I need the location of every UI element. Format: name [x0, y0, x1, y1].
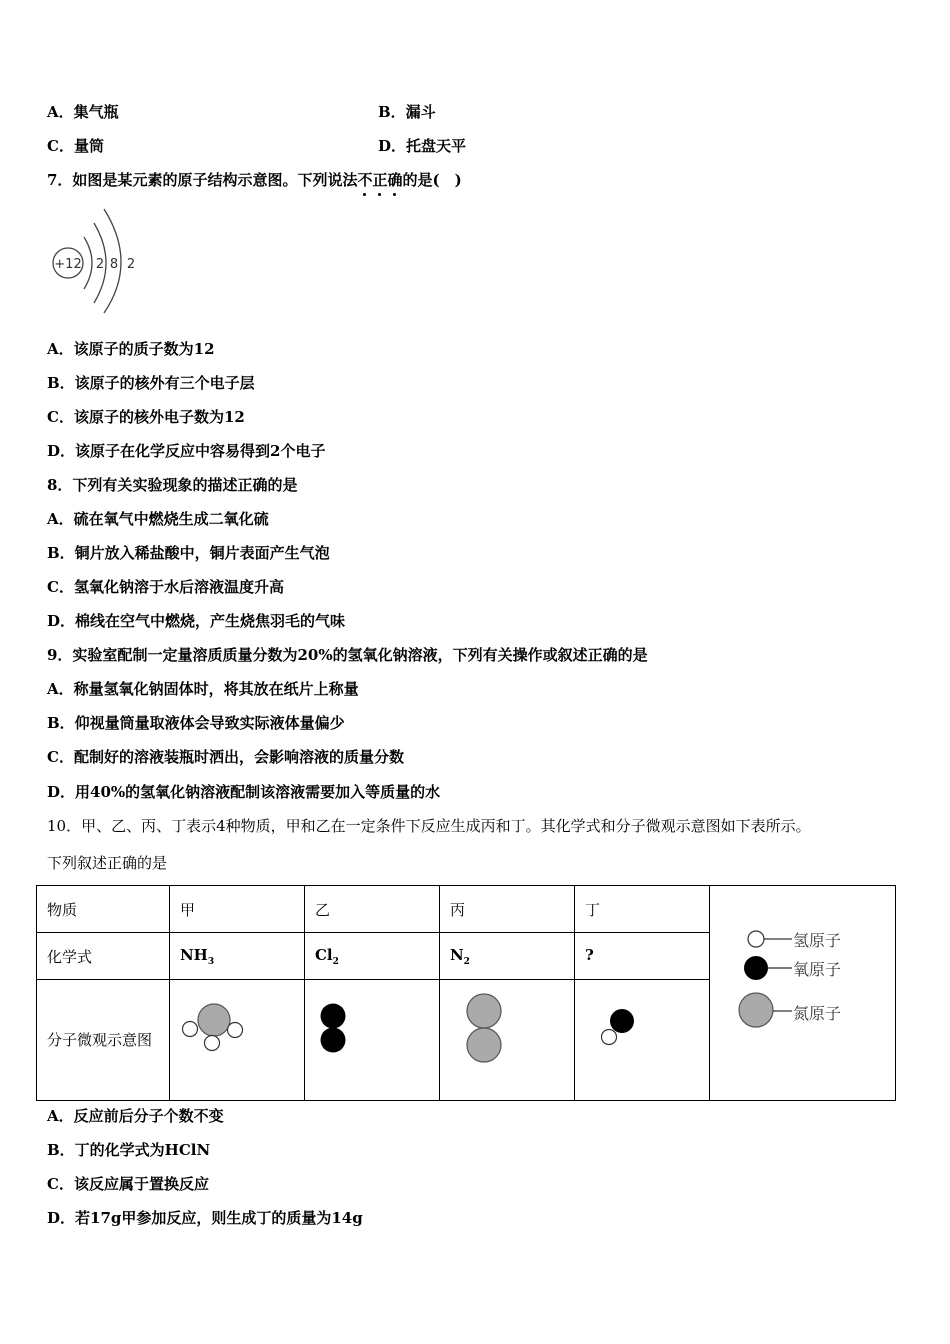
q8-option-b: B．铜片放入稀盐酸中，铜片表面产生气泡 — [47, 544, 330, 562]
legend-hydrogen-label: 氢原子 — [792, 931, 841, 950]
substance-ding: 丁 — [574, 886, 709, 933]
q7-option-d: D．该原子在化学反应中容易得到2个电子 — [47, 442, 326, 460]
q10-stem-line2: 下列叙述正确的是 — [47, 854, 168, 872]
q9-stem: 9．实验室配制一定量溶质质量分数为20%的氢氧化钠溶液，下列有关操作或叙述正确的是 — [47, 646, 648, 664]
q10-stem-line1: 10．甲、乙、丙、丁表示4种物质，甲和乙在一定条件下反应生成丙和丁。其化学式和分子微观示意图如下表所示。 — [47, 817, 811, 835]
formula-jia: $NH_3$ — [169, 933, 304, 980]
shell-1-electrons: 2 — [95, 257, 105, 272]
shell-3-electrons: 2 — [126, 257, 136, 272]
q10-option-b: B．丁的化学式为HClN — [47, 1141, 211, 1159]
shell-2-electrons: 8 — [109, 257, 119, 272]
q10-option-a: A．反应前后分子个数不变 — [47, 1107, 224, 1125]
table-row-substance — [37, 886, 896, 933]
legend-nitrogen-label: 氮原子 — [792, 1004, 841, 1023]
molecule-ding — [574, 980, 709, 1101]
q9-option-b: B．仰视量筒量取液体会导致实际液体量偏少 — [47, 714, 345, 732]
q7-emph-1: 不 — [357, 171, 373, 189]
q8-option-c: C．氢氧化钠溶于水后溶液温度升高 — [47, 578, 284, 596]
formula-bing: $N_2$ — [439, 933, 574, 980]
hydrogen-atom-icon — [748, 931, 764, 947]
q7-option-c: C．该原子的核外电子数为12 — [47, 408, 245, 426]
legend-oxygen-label: 氧原子 — [792, 960, 841, 979]
q8-stem: 8．下列有关实验现象的描述正确的是 — [47, 476, 298, 494]
q7-option-a: A．该原子的质子数为12 — [47, 340, 215, 358]
row-label-molecule: 分子微观示意图 — [37, 980, 170, 1101]
row-label-formula: 化学式 — [37, 933, 170, 980]
q7-stem-before: 7．如图是某元素的原子结构示意图。下列说法 — [47, 171, 358, 189]
formula-ding: ? — [574, 933, 709, 980]
nitrogen-atom-icon — [739, 993, 773, 1027]
q7-stem-after: 的是( ) — [402, 171, 462, 189]
nucleus-label: +12 — [54, 257, 82, 272]
formula-yi: $Cl_2$ — [304, 933, 439, 980]
molecule-jia — [169, 980, 304, 1101]
atom-legend — [710, 886, 898, 1102]
row-label-substance: 物质 — [37, 886, 170, 933]
substance-yi: 乙 — [304, 886, 439, 933]
q9-option-a: A．称量氢氧化钠固体时，将其放在纸片上称量 — [47, 680, 359, 698]
q9-option-c: C．配制好的溶液装瓶时洒出，会影响溶液的质量分数 — [47, 748, 404, 766]
q9-option-d: D．用40%的氢氧化钠溶液配制该溶液需要加入等质量的水 — [47, 783, 441, 801]
substance-jia: 甲 — [169, 886, 304, 933]
q7-option-b: B．该原子的核外有三个电子层 — [47, 374, 255, 392]
q7-emph-2: 正 — [372, 171, 388, 189]
substance-bing: 丙 — [439, 886, 574, 933]
q10-option-c: C．该反应属于置换反应 — [47, 1175, 209, 1193]
q6-option-b: B．漏斗 — [378, 103, 436, 121]
q6-option-c: C．量筒 — [47, 137, 104, 155]
q6-option-a: A．集气瓶 — [47, 103, 119, 121]
legend-cell — [709, 886, 895, 1101]
q7-emph-3: 确 — [387, 171, 403, 189]
atom-structure-diagram — [48, 203, 148, 315]
substance-table — [36, 885, 896, 1101]
q8-option-d: D．棉线在空气中燃烧，产生烧焦羽毛的气味 — [47, 612, 346, 630]
molecule-yi — [304, 980, 439, 1101]
oxygen-atom-icon — [744, 956, 768, 980]
molecule-bing — [439, 980, 574, 1101]
q6-option-d: D．托盘天平 — [378, 137, 467, 155]
q8-option-a: A．硫在氧气中燃烧生成二氧化硫 — [47, 510, 269, 528]
q7-stem — [47, 170, 462, 190]
q10-option-d: D．若17g甲参加反应，则生成丁的质量为14g — [47, 1209, 363, 1227]
